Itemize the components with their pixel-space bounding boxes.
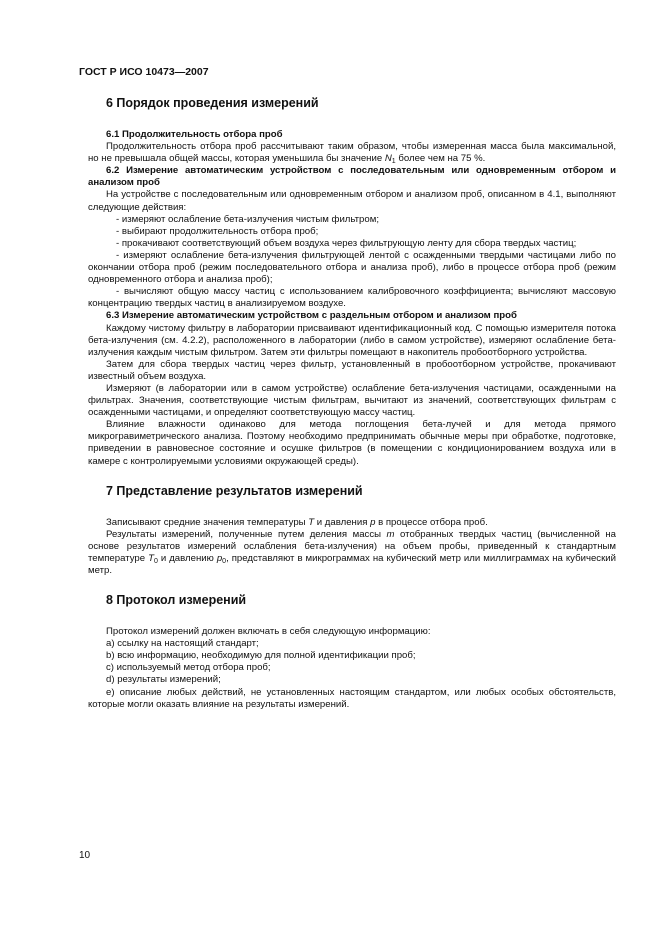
page-number: 10 — [79, 850, 91, 861]
list-item: c) используемый метод отбора проб; — [106, 662, 271, 674]
section-6-1-title: 6.1 Продолжительность отбора проб — [106, 129, 283, 140]
section-6-3-title: 6.3 Измерение автоматическим устройством с раздельным отбором и анализом проб — [106, 310, 517, 322]
list-item: b) всю информацию, необходимую для полной идентификации проб; — [106, 650, 416, 662]
list-item: d) результаты измерений; — [106, 674, 221, 686]
list-item: a) ссылку на настоящий стандарт; — [106, 638, 259, 650]
section-6-2-paragraph: На устройстве с последовательным или одновременным отбором и анализом проб, описанном в 4.1, выполняют следующие действия: — [88, 189, 616, 213]
list-item: e) описание любых действий, не установленных настоящим стандартом, или любых особых обстоятельств, которые могли оказать влияние на результаты измерений. — [88, 686, 616, 710]
section-7-paragraph: Записывают средние значения температуры T и давления p в процессе отбора проб. — [106, 516, 488, 528]
section-6-title: 6 Порядок проведения измерений — [106, 96, 319, 110]
section-8-title: 8 Протокол измерений — [106, 593, 247, 608]
list-item: - вычисляют общую массу частиц с использованием калибровочного коэффициента; вычисляют массовую концентрацию твердых частиц в анализируемом воздухе. — [88, 286, 616, 310]
section-6-3-paragraph: Измеряют (в лаборатории или в самом устройстве) ослабление бета-излучения частицами, осажденными на фильтрах. Значения, соответствующие чистым фильтрам, вычитают из значений, соответствующих фильтрам с осажденными частицами, и определяют соответствующую массу частиц. — [88, 382, 616, 419]
section-6-3-paragraph: Влияние влажности одинаково для метода поглощения бета-лучей и для метода прямого микрогравиметрического анализа. Поэтому необходимо предпринимать обычные меры при обработке, подготовке, приведении в равновесное состояние и осушке фильтров (в помещении с кондиционированием воздуха или в камере с контролируемыми условиями окружающей среды). — [88, 419, 616, 467]
section-6-2-title: 6.2 Измерение автоматическим устройством с последовательным или одновременным отбором и анализом проб — [88, 165, 616, 189]
section-7-title: 7 Представление результатов измерений — [106, 483, 363, 498]
list-item: - выбирают продолжительность отбора проб; — [116, 225, 319, 237]
section-8-paragraph: Протокол измерений должен включать в себя следующую информацию: — [106, 626, 431, 638]
section-6-1-paragraph: Продолжительность отбора проб рассчитывают таким образом, чтобы измеренная масса была максимальной, но не превышала общей массы, которая уменьшила бы значение $N_1$ более чем на 75 %. — [88, 141, 616, 166]
document-header: ГОСТ Р ИСО 10473—2007 — [79, 66, 209, 78]
list-item: - прокачивают соответствующий объем воздуха через фильтрующую ленту для сбора твердых частиц; — [116, 237, 577, 249]
page-content — [88, 90, 616, 711]
section-6-3-paragraph: Затем для сбора твердых частиц через фильтр, установленный в пробоотборном устройстве, прокачивают известный объем воздуха. — [88, 358, 616, 382]
list-item: - измеряют ослабление бета-излучения чистым фильтром; — [116, 213, 379, 225]
section-7-paragraph: Результаты измерений, полученные путем деления массы m отобранных твердых частиц (вычисленной на основе результатов измерений ослабления бета-излучения) на объем пробы, приведенный к стандартным температуре $T_0$ и давлению $p_0$, представляют в микрограммах на кубический метр или миллиграммах на кубический метр. — [88, 528, 617, 576]
list-item: - измеряют ослабление бета-излучения фильтрующей лентой с осажденными твердыми частицами либо по окончании отбора проб (режим последовательного отбора и анализа проб), либо в процессе отбора проб (режим одновременного отбора и анализа проб); — [88, 249, 616, 286]
section-6-3-paragraph: Каждому чистому фильтру в лаборатории присваивают идентификационный код. С помощью измерителя потока бета-излучения (см. 4.2.2), расположенного в лаборатории (либо в самом устройстве), измеряют ослабление бета-излучения каждым чистым фильтром. Затем эти фильтры помещают в накопитель пробоотборного устройства. — [88, 322, 616, 358]
